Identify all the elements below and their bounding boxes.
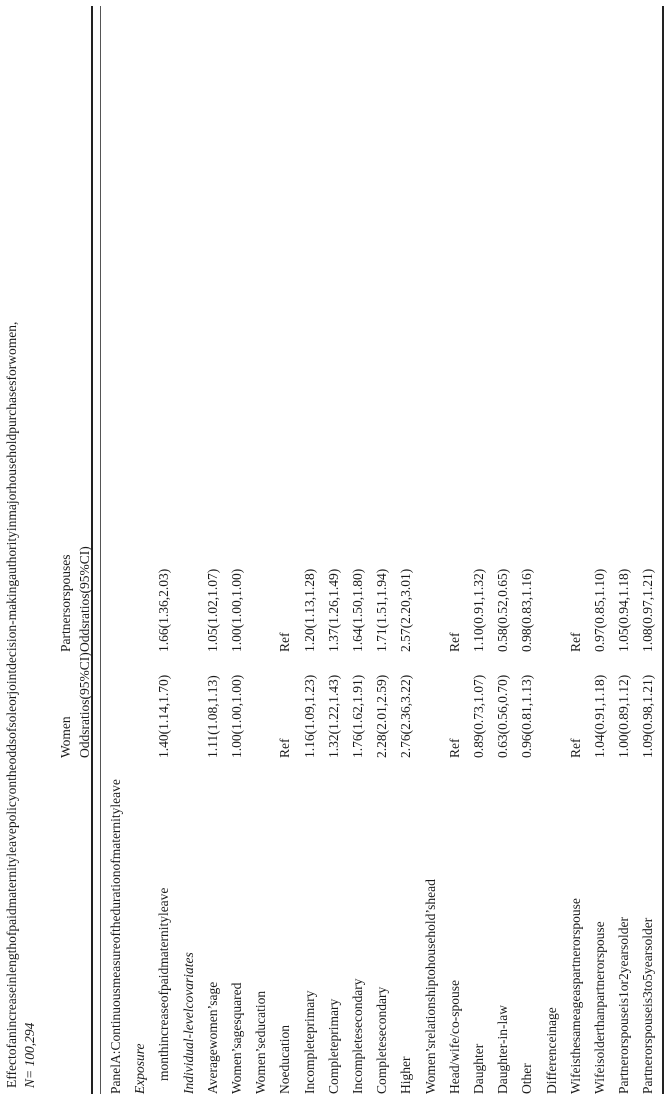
- partner-odds-ratio: 1.64(1.50,1.80): [350, 568, 365, 652]
- header-rule: [100, 6, 101, 1094]
- row-label: Wifeisthesameageaspartnerorspouse: [567, 898, 583, 1094]
- partner-odds-ratio: 1.66(1.36,2.03): [156, 568, 172, 652]
- partner-odds-ratio: 0.58(0.52,0.65): [495, 568, 511, 652]
- partner-odds-ratio: 1.08(0.97,1.21): [640, 568, 656, 652]
- col2-group-header: Partnersorspouses: [58, 554, 73, 652]
- row-label: Women’srelationshiptohousehold’shead: [422, 879, 438, 1094]
- row-label: monthincreaseofpaidmaternityleave: [156, 887, 172, 1081]
- row-label: Individual-levelcovariates: [180, 952, 196, 1094]
- col2-sub-header: Oddsratios(95%CI): [77, 546, 92, 652]
- row-label: Noeducation: [277, 1025, 293, 1094]
- row-label: Women’sagesquared: [229, 982, 244, 1094]
- row-label: Head/wife/co-spouse: [446, 980, 462, 1094]
- partner-odds-ratio: 1.05(0.94,1.18): [616, 568, 632, 652]
- women-odds-ratio: 1.40(1.14,1.70): [156, 674, 172, 758]
- row-label: Partnerorspouseis3to5yearsolder: [640, 917, 656, 1094]
- partner-odds-ratio: 0.97(0.85,1.10): [592, 568, 607, 652]
- women-odds-ratio: 2.76(2.36,3.22): [398, 674, 414, 758]
- row-label: Women’seducation: [253, 990, 269, 1094]
- row-label: Differenceinage: [543, 1007, 559, 1094]
- women-odds-ratio: 1.32(1.22,1.43): [325, 674, 341, 758]
- row-label: Higher: [398, 1056, 414, 1094]
- row-label: Exposure: [132, 1043, 148, 1094]
- partner-odds-ratio: 1.20(1.13,1.28): [301, 568, 317, 652]
- women-odds-ratio: 1.00(0.89,1.12): [616, 674, 632, 758]
- table-caption: Effectofanincreaseinlengthofpaidmaternityleavepolicyontheoddsofsoleorjointdecision-makingauthorityinmajorhouseholdpurchasesforwomen,: [4, 321, 19, 1088]
- col1-sub-header: Oddsratios(95%CI): [77, 652, 92, 758]
- partner-odds-ratio: Ref: [277, 632, 293, 652]
- women-odds-ratio: 1.76(1.62,1.91): [350, 674, 365, 758]
- row-label: Incompletesecondary: [350, 978, 365, 1094]
- women-odds-ratio: 1.09(0.98,1.21): [640, 674, 656, 758]
- partner-odds-ratio: 1.37(1.26,1.49): [325, 568, 341, 652]
- row-label: Partnerorspouseis1or2yearsolder: [616, 917, 632, 1094]
- n-value: N= 100,294: [22, 1022, 37, 1088]
- row-label: Daughter: [471, 1043, 486, 1094]
- row-label: Other: [519, 1063, 535, 1094]
- women-odds-ratio: 0.96(0.81,1.13): [519, 674, 535, 758]
- partner-odds-ratio: 1.10(0.91,1.32): [471, 568, 486, 652]
- women-odds-ratio: 1.00(1.00,1.00): [229, 674, 244, 758]
- women-odds-ratio: Ref: [446, 738, 462, 758]
- partner-odds-ratio: Ref: [446, 632, 462, 652]
- partner-odds-ratio: Ref: [567, 632, 583, 652]
- row-label: Averagewomen’sage: [204, 981, 220, 1094]
- col1-group-header: Women: [58, 716, 73, 758]
- women-odds-ratio: 1.11(1.08,1.13): [204, 675, 220, 758]
- partner-odds-ratio: 1.00(1.00,1.00): [229, 568, 244, 652]
- partner-odds-ratio: 1.71(1.51,1.94): [374, 568, 390, 652]
- row-label: Daughter-in-law: [495, 1005, 511, 1094]
- partner-odds-ratio: 1.05(1.02,1.07): [204, 568, 220, 652]
- women-odds-ratio: 1.04(0.91,1.18): [592, 674, 607, 758]
- women-odds-ratio: 0.89(0.73,1.07): [471, 674, 486, 758]
- row-label: Completeprimary: [325, 998, 341, 1094]
- row-label: PanelA:Continuousmeasureofthedurationofmaternityleave: [108, 779, 123, 1094]
- women-odds-ratio: 2.28(2.01,2.59): [374, 674, 390, 758]
- women-odds-ratio: Ref: [567, 738, 583, 758]
- women-odds-ratio: 0.63(0.56,0.70): [495, 674, 511, 758]
- women-odds-ratio: 1.16(1.09,1.23): [301, 674, 317, 758]
- partner-odds-ratio: 2.57(2.20,3.01): [398, 568, 414, 652]
- women-odds-ratio: Ref: [277, 738, 293, 758]
- row-label: Completesecondary: [374, 986, 390, 1094]
- sample-size: [22, 1023, 38, 1088]
- bottom-rule: [662, 6, 664, 1094]
- row-label: Wifeisolderthanpartnerorspouse: [592, 921, 607, 1094]
- row-label: Incompleteprimary: [301, 990, 317, 1094]
- partner-odds-ratio: 0.98(0.83,1.16): [519, 568, 535, 652]
